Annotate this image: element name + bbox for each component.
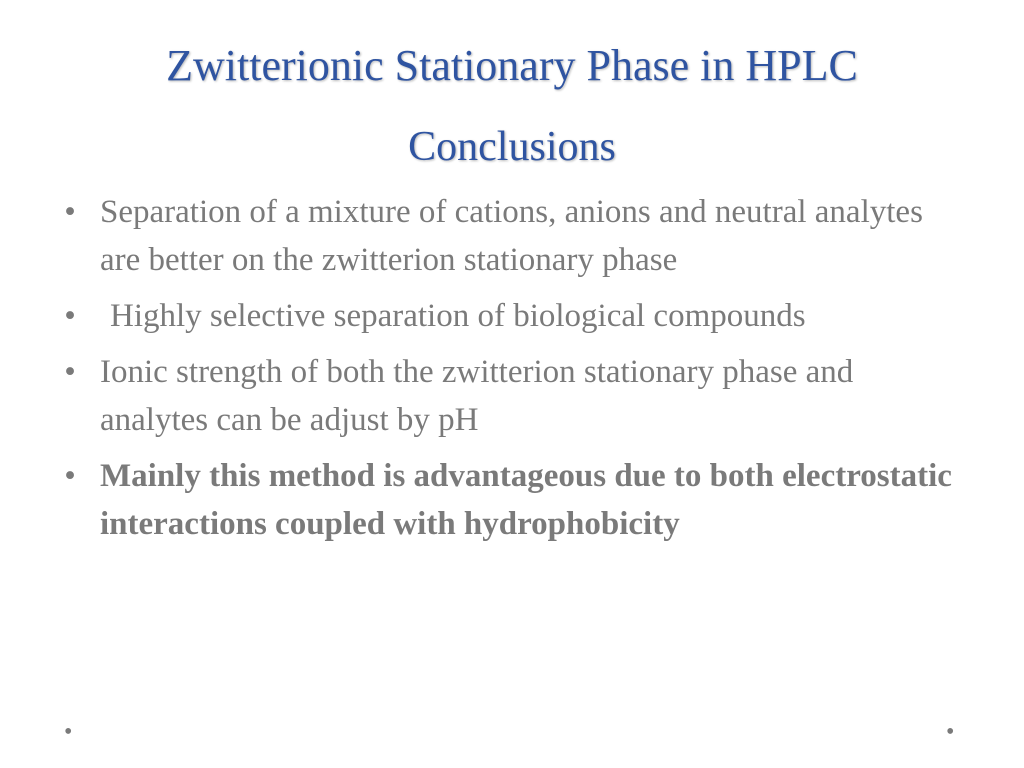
footer-dot-left-icon: • — [64, 719, 73, 745]
bullet-text: Highly selective separation of biological compounds — [110, 298, 806, 334]
bullet-text: Mainly this method is advantageous due to both electrostatic interactions coupled with hydrophobicity — [100, 458, 952, 542]
bullet-item — [0, 452, 1024, 548]
bullet-icon: • — [64, 458, 76, 494]
bullet-item — [0, 188, 1024, 284]
bullet-list — [0, 188, 1024, 556]
bullet-text: Separation of a mixture of cations, anions and neutral analytes are better on the zwitterion stationary phase — [100, 194, 923, 278]
footer-dot-right-icon: • — [946, 719, 955, 745]
bullet-icon: • — [64, 194, 76, 230]
bullet-icon: • — [64, 354, 76, 390]
bullet-icon: • — [64, 298, 76, 334]
bullet-item — [0, 292, 1024, 340]
slide-subtitle: Conclusions — [408, 124, 616, 170]
slide-title: Zwitterionic Stationary Phase in HPLC — [166, 41, 858, 90]
bullet-text: Ionic strength of both the zwitterion stationary phase and analytes can be adjust by pH — [100, 354, 854, 438]
bullet-item — [0, 348, 1024, 444]
